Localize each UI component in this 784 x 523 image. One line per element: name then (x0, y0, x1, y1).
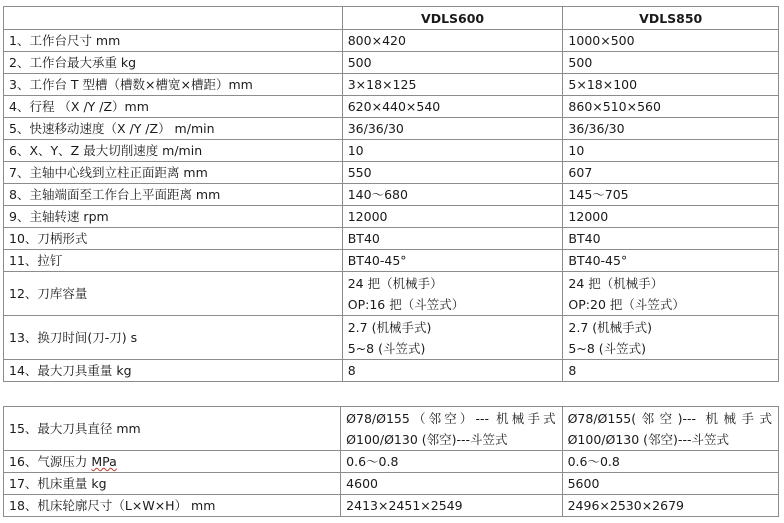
spec-value-b (563, 316, 779, 360)
spec-label: 8、主轴端面至工作台上平面距离 mm (4, 184, 343, 206)
spec-value-b-line1: 24 把（机械手） (568, 275, 664, 291)
spec-value-b-line2: 5~8 (斗笠式) (568, 340, 647, 356)
spec-label: 2、工作台最大承重 kg (4, 52, 343, 74)
spec-value-b: 5×18×100 (563, 74, 779, 96)
table-row (4, 360, 779, 382)
spec-table-main (3, 6, 779, 382)
spec-value-a: 4600 (341, 473, 562, 495)
spec-label: 13、换刀时间(刀-刀) s (4, 316, 343, 360)
table-row (4, 316, 779, 360)
spec-label: 17、机床重量 kg (4, 473, 341, 495)
spec-label: 3、工作台 T 型槽（槽数×槽宽×槽距）mm (4, 74, 343, 96)
header-model-b: VDLS850 (563, 7, 779, 30)
spec-value-a-line2: 5~8 (斗笠式) (347, 340, 426, 356)
spec-value-b: 12000 (563, 206, 779, 228)
spec-label (4, 451, 341, 473)
spec-value-a: BT40 (342, 228, 563, 250)
spec-value-b-line2: Ø100/Ø130 (邻空)---斗笠式 (567, 431, 729, 447)
table-row (4, 473, 779, 495)
spec-label: 14、最大刀具重量 kg (4, 360, 343, 382)
table-row (4, 162, 779, 184)
table-row (4, 451, 779, 473)
spec-value-b: 5600 (562, 473, 778, 495)
spec-value-b: 10 (563, 140, 779, 162)
table-row (4, 184, 779, 206)
spec-value-a: BT40-45° (342, 250, 563, 272)
spec-value-b-line1: Ø78/Ø155(邻空)--- 机械手式 (567, 410, 772, 426)
spec-label: 5、快速移动速度（X /Y /Z） m/min (4, 118, 343, 140)
spec-value-a: 36/36/30 (342, 118, 563, 140)
spec-value-b: 2496×2530×2679 (562, 495, 778, 517)
spec-value-a (342, 316, 563, 360)
spec-value-a (341, 407, 562, 451)
spec-value-b: 607 (563, 162, 779, 184)
spec-value-a: 8 (342, 360, 563, 382)
spec-value-a: 0.6～0.8 (341, 451, 562, 473)
spec-table-continued (3, 406, 779, 517)
table-row (4, 407, 779, 451)
spec-value-b: 36/36/30 (563, 118, 779, 140)
header-model-a: VDLS600 (342, 7, 563, 30)
spec-value-a: 12000 (342, 206, 563, 228)
spec-value-a: 2413×2451×2549 (341, 495, 562, 517)
spec-value-a: 620×440×540 (342, 96, 563, 118)
table-header-row (4, 7, 779, 30)
spec-label: 1、工作台尺寸 mm (4, 30, 343, 52)
table-row (4, 228, 779, 250)
spec-value-a (342, 272, 563, 316)
spec-value-b: 0.6～0.8 (562, 451, 778, 473)
table-row (4, 250, 779, 272)
spec-label: 11、拉钉 (4, 250, 343, 272)
spec-value-a-line2: Ø100/Ø130 (邻空)---斗笠式 (346, 431, 508, 447)
spec-value-b: 860×510×560 (563, 96, 779, 118)
spec-label: 6、X、Y、Z 最大切削速度 m/min (4, 140, 343, 162)
header-blank-cell (4, 7, 343, 30)
table-row (4, 118, 779, 140)
spec-value-b (563, 272, 779, 316)
spec-value-a: 140～680 (342, 184, 563, 206)
spec-value-a-line1: 2.7 (机械手式) (347, 319, 432, 335)
table-row (4, 495, 779, 517)
table-row (4, 52, 779, 74)
table-row (4, 74, 779, 96)
spec-label: 4、行程 （X /Y /Z）mm (4, 96, 343, 118)
spec-value-b: 8 (563, 360, 779, 382)
spec-value-a: 500 (342, 52, 563, 74)
spec-label: 10、刀柄形式 (4, 228, 343, 250)
table-row (4, 272, 779, 316)
spec-value-b-line1: 2.7 (机械手式) (568, 319, 653, 335)
spec-label: 12、刀库容量 (4, 272, 343, 316)
spec-value-b: 145～705 (563, 184, 779, 206)
spec-label-text: 16、气源压力 (9, 454, 92, 469)
spec-label: 15、最大刀具直径 mm (4, 407, 341, 451)
spec-value-b: 1000×500 (563, 30, 779, 52)
spec-value-b-line2: OP:20 把（斗笠式） (568, 296, 685, 312)
table-row (4, 206, 779, 228)
spec-value-a: 10 (342, 140, 563, 162)
spec-value-a-line1: 24 把（机械手） (347, 275, 443, 291)
spec-value-a: 550 (342, 162, 563, 184)
spec-value-b: BT40 (563, 228, 779, 250)
spec-value-b: 500 (563, 52, 779, 74)
spec-value-a-line2: OP:16 把（斗笠式） (347, 296, 465, 312)
spec-label: 9、主轴转速 rpm (4, 206, 343, 228)
spec-value-b (562, 407, 778, 451)
table-row (4, 96, 779, 118)
table-row (4, 30, 779, 52)
spec-value-a: 3×18×125 (342, 74, 563, 96)
spec-label: 7、主轴中心线到立柱正面距离 mm (4, 162, 343, 184)
table-row (4, 140, 779, 162)
spec-value-a: 800×420 (342, 30, 563, 52)
spec-value-a-line1: Ø78/Ø155（邻空）--- 机械手式 (346, 410, 556, 426)
spec-label-unit: MPa (91, 454, 117, 469)
spec-value-b: BT40-45° (563, 250, 779, 272)
spec-label: 18、机床轮廓尺寸（L×W×H） mm (4, 495, 341, 517)
